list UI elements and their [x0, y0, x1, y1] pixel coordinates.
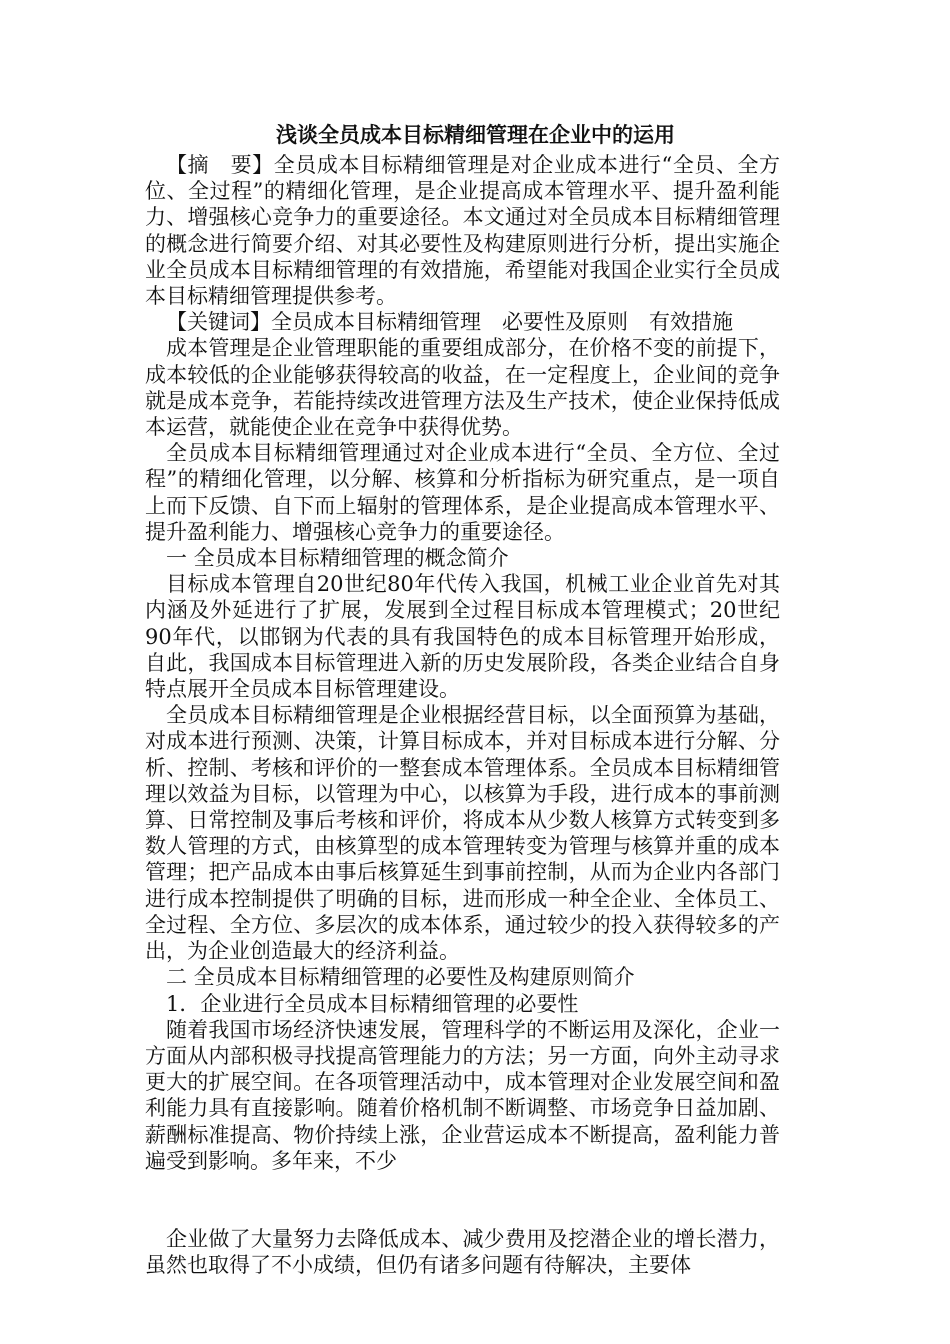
document-title: 浅谈全员成本目标精细管理在企业中的运用	[276, 122, 675, 147]
body-paragraph-5: 随着我国市场经济快速发展，管理科学的不断运用及深化，企业一方面从内部积极寻找提高管理能力的方法；另一方面，向外主动寻求更大的扩展空间。在各项管理活动中，成本管理对企业发展空间和盈利能力具有直接影响。随着价格机制不断调整、市场竞争日益加剧、薪酬标准提高、物价持续上涨，企业营运成本不断提高，盈利能力普遍受到影响。多年来，不少	[145, 1017, 780, 1173]
body-paragraph-2: 全员成本目标精细管理通过对企业成本进行“全员、全方位、全过程”的精细化管理，以分解、核算和分析指标为研究重点，是一项自上而下反馈、自下而上辐射的管理体系，是企业提高成本管理水平、提升盈利能力、增强核心竞争力的重要途径。	[145, 441, 780, 544]
body-paragraph-3: 目标成本管理自20世纪80年代传入我国，机械工业企业首先对其内涵及外延进行了扩展，发展到全过程目标成本管理模式；20世纪90年代，以邯钢为代表的具有我国特色的成本目标管理开始形成，自此，我国成本目标管理进入新的历史发展阶段，各类企业结合自身特点展开全员成本目标管理建设。	[145, 572, 780, 702]
body-paragraph-4: 全员成本目标精细管理是企业根据经营目标，以全面预算为基础，对成本进行预测、决策，计算目标成本，并对目标成本进行分解、分析、控制、考核和评价的一整套成本管理体系。全员成本目标精细管理以效益为目标，以管理为中心，以核算为手段，进行成本的事前测算、日常控制及事后考核和评价，将成本从少数人核算方式转变到多数人管理的方式，由核算型的成本管理转变为管理与核算并重的成本管理；把产品成本由事后核算延生到事前控制，从而为企业内各部门进行成本控制提供了明确的目标，进而形成一种全企业、全体员工、全过程、全方位、多层次的成本体系，通过较少的投入获得较多的产出，为企业创造最大的经济利益。	[145, 703, 780, 964]
abstract-paragraph: 【摘 要】全员成本目标精细管理是对企业成本进行“全员、全方位、全过程”的精细化管理，是企业提高成本管理水平、提升盈利能力、增强核心竞争力的重要途径。本文通过对全员成本目标精细管理的概念进行简要介绍、对其必要性及构建原则进行分析，提出实施企业全员成本目标精细管理的有效措施，希望能对我国企业实行全员成本目标精细管理提供参考。	[145, 153, 780, 309]
section-heading-2: 二 全员成本目标精细管理的必要性及构建原则简介	[166, 965, 635, 990]
page-gap	[145, 1174, 780, 1226]
subsection-heading-1: 1．企业进行全员成本目标精细管理的必要性	[166, 991, 579, 1016]
section-heading-1: 一 全员成本目标精细管理的概念简介	[166, 546, 509, 571]
document-page	[145, 118, 780, 1278]
continuation-paragraph: 企业做了大量努力去降低成本、减少费用及挖潜企业的增长潜力，虽然也取得了不小成绩，但仍有诸多问题有待解决，主要体	[145, 1226, 780, 1278]
keywords-line: 【关键词】全员成本目标精细管理 必要性及原则 有效措施	[166, 310, 733, 335]
body-paragraph-1: 成本管理是企业管理职能的重要组成部分，在价格不变的前提下，成本较低的企业能够获得较高的收益，在一定程度上，企业间的竞争就是成本竞争，若能持续改进管理方法及生产技术，使企业保持低成本运营，就能使企业在竞争中获得优势。	[145, 336, 780, 440]
